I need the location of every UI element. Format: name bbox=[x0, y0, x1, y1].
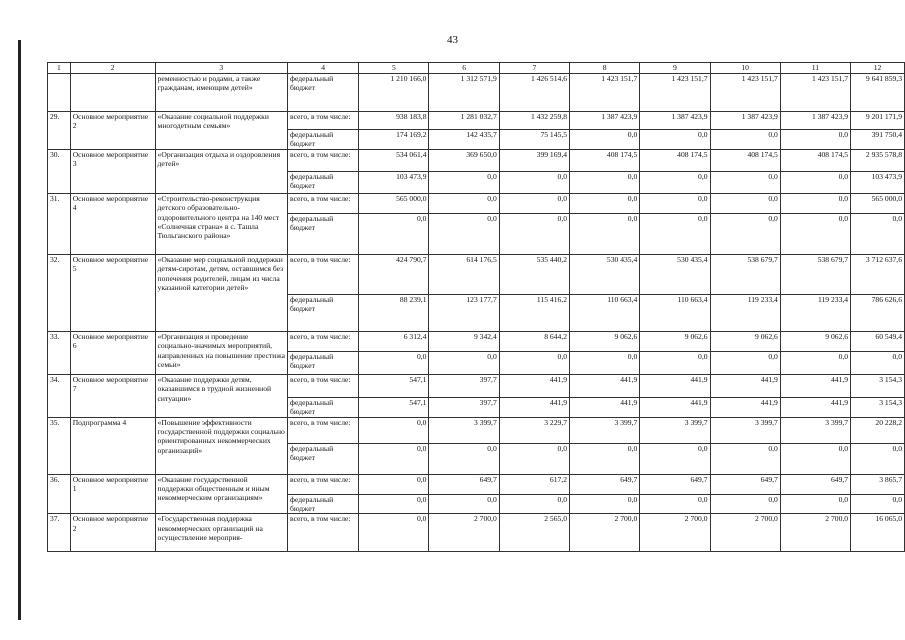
activity-name: Основное мероприятие 2 bbox=[70, 514, 155, 552]
amount-cell: 9 201 171,9 bbox=[851, 112, 905, 130]
row-number: 36. bbox=[48, 474, 71, 514]
header-row bbox=[48, 63, 905, 74]
amount-cell: 8 644,2 bbox=[499, 331, 569, 351]
amount-cell: 60 549,4 bbox=[851, 331, 905, 351]
column-header: 5 bbox=[359, 63, 429, 74]
amount-cell: 441,9 bbox=[570, 374, 640, 397]
amount-cell: 0,0 bbox=[710, 494, 780, 514]
amount-cell: 397,7 bbox=[429, 374, 499, 397]
amount-cell: 0,0 bbox=[570, 443, 640, 474]
column-header: 7 bbox=[499, 63, 569, 74]
amount-cell: 0,0 bbox=[359, 213, 429, 254]
amount-cell: 2 565,0 bbox=[499, 514, 569, 552]
amount-cell: 1 423 151,7 bbox=[640, 74, 710, 112]
amount-cell: 0,0 bbox=[851, 351, 905, 374]
amount-cell: 0,0 bbox=[570, 494, 640, 514]
amount-cell: 1 423 151,7 bbox=[780, 74, 850, 112]
funding-source: федеральный бюджет bbox=[288, 74, 359, 112]
amount-cell: 0,0 bbox=[710, 213, 780, 254]
funding-source: всего, в том числе: bbox=[288, 112, 359, 130]
amount-cell: 1 387 423,9 bbox=[710, 112, 780, 130]
activity-name: Основное мероприятие 3 bbox=[70, 149, 155, 193]
amount-cell: 649,7 bbox=[640, 474, 710, 494]
activity-description: «Повышение эффективности государственной поддержки социально ориентированных некоммерческих организаций» bbox=[155, 417, 288, 474]
amount-cell: 441,9 bbox=[710, 374, 780, 397]
amount-cell: 441,9 bbox=[780, 397, 850, 417]
amount-cell: 0,0 bbox=[429, 193, 499, 213]
amount-cell: 530 435,4 bbox=[570, 254, 640, 294]
amount-cell: 3 399,7 bbox=[570, 417, 640, 443]
funding-source: всего, в том числе: bbox=[288, 514, 359, 552]
table-body bbox=[48, 74, 905, 552]
amount-cell: 0,0 bbox=[429, 351, 499, 374]
table-row bbox=[48, 331, 905, 351]
amount-cell: 20 228,2 bbox=[851, 417, 905, 443]
activity-name: Основное мероприятие 2 bbox=[70, 112, 155, 150]
amount-cell: 9 641 859,3 bbox=[851, 74, 905, 112]
column-header: 1 bbox=[48, 63, 71, 74]
amount-cell: 441,9 bbox=[640, 397, 710, 417]
column-header: 11 bbox=[780, 63, 850, 74]
activity-description: «Строительство-реконструкция детского образовательно-оздоровительного центра на 140 мест «Солнечная страна» в с. Ташла Тюльганского района» bbox=[155, 193, 288, 254]
activity-name: Подпрограмма 4 bbox=[70, 417, 155, 474]
funding-source: всего, в том числе: bbox=[288, 193, 359, 213]
funding-source: федеральный бюджет bbox=[288, 443, 359, 474]
row-number: 37. bbox=[48, 514, 71, 552]
amount-cell: 0,0 bbox=[429, 213, 499, 254]
amount-cell: 547,1 bbox=[359, 397, 429, 417]
amount-cell: 408 174,5 bbox=[710, 149, 780, 171]
amount-cell: 3 229,7 bbox=[499, 417, 569, 443]
amount-cell: 534 061,4 bbox=[359, 149, 429, 171]
activity-name: Основное мероприятие 1 bbox=[70, 474, 155, 514]
amount-cell: 2 935 578,8 bbox=[851, 149, 905, 171]
amount-cell: 424 790,7 bbox=[359, 254, 429, 294]
amount-cell: 0,0 bbox=[780, 494, 850, 514]
amount-cell: 2 700,0 bbox=[640, 514, 710, 552]
amount-cell: 1 426 514,6 bbox=[499, 74, 569, 112]
amount-cell: 1 210 166,0 bbox=[359, 74, 429, 112]
amount-cell: 110 663,4 bbox=[570, 294, 640, 331]
amount-cell: 535 440,2 bbox=[499, 254, 569, 294]
row-number: 29. bbox=[48, 112, 71, 150]
amount-cell: 1 312 571,9 bbox=[429, 74, 499, 112]
activity-description: ременностью и родами, а также гражданам, имеющим детей» bbox=[155, 74, 288, 112]
amount-cell: 2 700,0 bbox=[710, 514, 780, 552]
amount-cell: 0,0 bbox=[780, 351, 850, 374]
amount-cell: 0,0 bbox=[710, 443, 780, 474]
amount-cell: 9 062,6 bbox=[640, 331, 710, 351]
amount-cell: 0,0 bbox=[640, 443, 710, 474]
row-number: 31. bbox=[48, 193, 71, 254]
column-header: 3 bbox=[155, 63, 288, 74]
amount-cell: 0,0 bbox=[570, 130, 640, 150]
amount-cell: 441,9 bbox=[780, 374, 850, 397]
amount-cell: 0,0 bbox=[359, 514, 429, 552]
amount-cell: 1 281 032,7 bbox=[429, 112, 499, 130]
amount-cell: 441,9 bbox=[570, 397, 640, 417]
amount-cell: 0,0 bbox=[359, 351, 429, 374]
column-header: 4 bbox=[288, 63, 359, 74]
activity-name: Основное мероприятие 5 bbox=[70, 254, 155, 331]
amount-cell: 0,0 bbox=[359, 443, 429, 474]
amount-cell: 0,0 bbox=[780, 213, 850, 254]
amount-cell: 0,0 bbox=[499, 213, 569, 254]
amount-cell: 0,0 bbox=[851, 494, 905, 514]
amount-cell: 617,2 bbox=[499, 474, 569, 494]
table-row bbox=[48, 254, 905, 294]
amount-cell: 6 312,4 bbox=[359, 331, 429, 351]
amount-cell: 441,9 bbox=[499, 374, 569, 397]
amount-cell: 1 387 423,9 bbox=[640, 112, 710, 130]
amount-cell: 0,0 bbox=[710, 130, 780, 150]
amount-cell: 0,0 bbox=[499, 193, 569, 213]
amount-cell: 0,0 bbox=[570, 351, 640, 374]
amount-cell: 938 183,8 bbox=[359, 112, 429, 130]
amount-cell: 0,0 bbox=[499, 351, 569, 374]
row-number: 35. bbox=[48, 417, 71, 474]
column-header: 8 bbox=[570, 63, 640, 74]
amount-cell: 123 177,7 bbox=[429, 294, 499, 331]
amount-cell: 2 700,0 bbox=[570, 514, 640, 552]
amount-cell: 1 432 259,8 bbox=[499, 112, 569, 130]
amount-cell: 0,0 bbox=[640, 494, 710, 514]
amount-cell: 369 650,0 bbox=[429, 149, 499, 171]
amount-cell: 408 174,5 bbox=[570, 149, 640, 171]
amount-cell: 16 065,0 bbox=[851, 514, 905, 552]
amount-cell: 786 626,6 bbox=[851, 294, 905, 331]
amount-cell: 1 387 423,9 bbox=[570, 112, 640, 130]
amount-cell: 0,0 bbox=[780, 171, 850, 193]
table-row bbox=[48, 149, 905, 171]
table-row bbox=[48, 474, 905, 494]
amount-cell: 0,0 bbox=[359, 417, 429, 443]
activity-description: «Оказание поддержки детям, оказавшимся в трудной жизненной ситуации» bbox=[155, 374, 288, 417]
amount-cell: 441,9 bbox=[640, 374, 710, 397]
amount-cell: 649,7 bbox=[710, 474, 780, 494]
amount-cell: 3 399,7 bbox=[710, 417, 780, 443]
activity-description: «Государственная поддержка некоммерческих организаций на осуществление мероприя- bbox=[155, 514, 288, 552]
funding-source: федеральный бюджет bbox=[288, 494, 359, 514]
amount-cell: 649,7 bbox=[780, 474, 850, 494]
table-row bbox=[48, 374, 905, 397]
funding-source: федеральный бюджет bbox=[288, 171, 359, 193]
amount-cell: 0,0 bbox=[429, 494, 499, 514]
amount-cell: 0,0 bbox=[570, 171, 640, 193]
amount-cell: 565 000,0 bbox=[851, 193, 905, 213]
amount-cell: 0,0 bbox=[640, 193, 710, 213]
row-number: 34. bbox=[48, 374, 71, 417]
amount-cell: 538 679,7 bbox=[780, 254, 850, 294]
amount-cell: 103 473,9 bbox=[359, 171, 429, 193]
column-header: 2 bbox=[70, 63, 155, 74]
amount-cell: 0,0 bbox=[710, 193, 780, 213]
amount-cell: 0,0 bbox=[359, 494, 429, 514]
column-header: 9 bbox=[640, 63, 710, 74]
amount-cell: 115 416,2 bbox=[499, 294, 569, 331]
activity-description: «Организация отдыха и оздоровления детей» bbox=[155, 149, 288, 193]
amount-cell: 0,0 bbox=[499, 494, 569, 514]
budget-table bbox=[47, 62, 905, 552]
column-header: 12 bbox=[851, 63, 905, 74]
table-row bbox=[48, 417, 905, 443]
activity-description: «Оказание государственной поддержки общественным и иным некоммерческим организациям» bbox=[155, 474, 288, 514]
amount-cell: 2 700,0 bbox=[780, 514, 850, 552]
amount-cell: 9 062,6 bbox=[570, 331, 640, 351]
funding-source: всего, в том числе: bbox=[288, 149, 359, 171]
amount-cell: 0,0 bbox=[429, 171, 499, 193]
column-header: 10 bbox=[710, 63, 780, 74]
funding-source: всего, в том числе: bbox=[288, 417, 359, 443]
amount-cell: 0,0 bbox=[640, 213, 710, 254]
amount-cell: 0,0 bbox=[570, 193, 640, 213]
amount-cell: 3 399,7 bbox=[780, 417, 850, 443]
row-number bbox=[48, 74, 71, 112]
amount-cell: 397,7 bbox=[429, 397, 499, 417]
amount-cell: 0,0 bbox=[429, 443, 499, 474]
amount-cell: 0,0 bbox=[640, 130, 710, 150]
amount-cell: 0,0 bbox=[359, 474, 429, 494]
amount-cell: 0,0 bbox=[499, 171, 569, 193]
activity-description: «Оказание мер социальной поддержки детям-сиротам, детям, оставшимся без попечения родителей, лицам из числа указанной категории детей» bbox=[155, 254, 288, 331]
funding-source: федеральный бюджет bbox=[288, 294, 359, 331]
amount-cell: 9 062,6 bbox=[780, 331, 850, 351]
amount-cell: 0,0 bbox=[570, 213, 640, 254]
amount-cell: 0,0 bbox=[710, 171, 780, 193]
activity-description: «Оказание социальной поддержки многодетным семьям» bbox=[155, 112, 288, 150]
amount-cell: 1 387 423,9 bbox=[780, 112, 850, 130]
amount-cell: 1 423 151,7 bbox=[710, 74, 780, 112]
row-number: 33. bbox=[48, 331, 71, 374]
amount-cell: 565 000,0 bbox=[359, 193, 429, 213]
amount-cell: 391 750,4 bbox=[851, 130, 905, 150]
amount-cell: 3 865,7 bbox=[851, 474, 905, 494]
amount-cell: 119 233,4 bbox=[780, 294, 850, 331]
amount-cell: 9 062,6 bbox=[710, 331, 780, 351]
amount-cell: 530 435,4 bbox=[640, 254, 710, 294]
amount-cell: 0,0 bbox=[851, 213, 905, 254]
amount-cell: 88 239,1 bbox=[359, 294, 429, 331]
amount-cell: 0,0 bbox=[710, 351, 780, 374]
amount-cell: 103 473,9 bbox=[851, 171, 905, 193]
amount-cell: 538 679,7 bbox=[710, 254, 780, 294]
amount-cell: 441,9 bbox=[710, 397, 780, 417]
amount-cell: 2 700,0 bbox=[429, 514, 499, 552]
amount-cell: 0,0 bbox=[640, 351, 710, 374]
amount-cell: 110 663,4 bbox=[640, 294, 710, 331]
page-number: 43 bbox=[447, 34, 458, 46]
amount-cell: 0,0 bbox=[640, 171, 710, 193]
amount-cell: 75 145,5 bbox=[499, 130, 569, 150]
amount-cell: 399 169,4 bbox=[499, 149, 569, 171]
binder-line bbox=[18, 40, 21, 620]
activity-name bbox=[70, 74, 155, 112]
amount-cell: 547,1 bbox=[359, 374, 429, 397]
funding-source: федеральный бюджет bbox=[288, 130, 359, 150]
table-row bbox=[48, 112, 905, 130]
amount-cell: 119 233,4 bbox=[710, 294, 780, 331]
activity-name: Основное мероприятие 7 bbox=[70, 374, 155, 417]
amount-cell: 174 169,2 bbox=[359, 130, 429, 150]
amount-cell: 3 399,7 bbox=[429, 417, 499, 443]
row-number: 32. bbox=[48, 254, 71, 331]
amount-cell: 142 435,7 bbox=[429, 130, 499, 150]
table-row bbox=[48, 74, 905, 112]
amount-cell: 441,9 bbox=[499, 397, 569, 417]
funding-source: всего, в том числе: bbox=[288, 331, 359, 351]
funding-source: всего, в том числе: bbox=[288, 474, 359, 494]
column-header: 6 bbox=[429, 63, 499, 74]
funding-source: федеральный бюджет bbox=[288, 213, 359, 254]
amount-cell: 408 174,5 bbox=[780, 149, 850, 171]
amount-cell: 9 342,4 bbox=[429, 331, 499, 351]
amount-cell: 3 154,3 bbox=[851, 374, 905, 397]
activity-name: Основное мероприятие 6 bbox=[70, 331, 155, 374]
amount-cell: 0,0 bbox=[851, 443, 905, 474]
amount-cell: 3 712 637,6 bbox=[851, 254, 905, 294]
amount-cell: 3 399,7 bbox=[640, 417, 710, 443]
amount-cell: 649,7 bbox=[429, 474, 499, 494]
table-row bbox=[48, 193, 905, 213]
funding-source: федеральный бюджет bbox=[288, 351, 359, 374]
amount-cell: 3 154,3 bbox=[851, 397, 905, 417]
amount-cell: 0,0 bbox=[780, 443, 850, 474]
funding-source: всего, в том числе: bbox=[288, 254, 359, 294]
amount-cell: 0,0 bbox=[499, 443, 569, 474]
funding-source: всего, в том числе: bbox=[288, 374, 359, 397]
activity-name: Основное мероприятие 4 bbox=[70, 193, 155, 254]
activity-description: «Организация и проведение социально-значимых мероприятий, направленных на повышение престижа семьи» bbox=[155, 331, 288, 374]
amount-cell: 0,0 bbox=[780, 193, 850, 213]
table-row bbox=[48, 514, 905, 552]
amount-cell: 1 423 151,7 bbox=[570, 74, 640, 112]
amount-cell: 649,7 bbox=[570, 474, 640, 494]
row-number: 30. bbox=[48, 149, 71, 193]
amount-cell: 408 174,5 bbox=[640, 149, 710, 171]
amount-cell: 614 176,5 bbox=[429, 254, 499, 294]
amount-cell: 0,0 bbox=[780, 130, 850, 150]
funding-source: федеральный бюджет bbox=[288, 397, 359, 417]
